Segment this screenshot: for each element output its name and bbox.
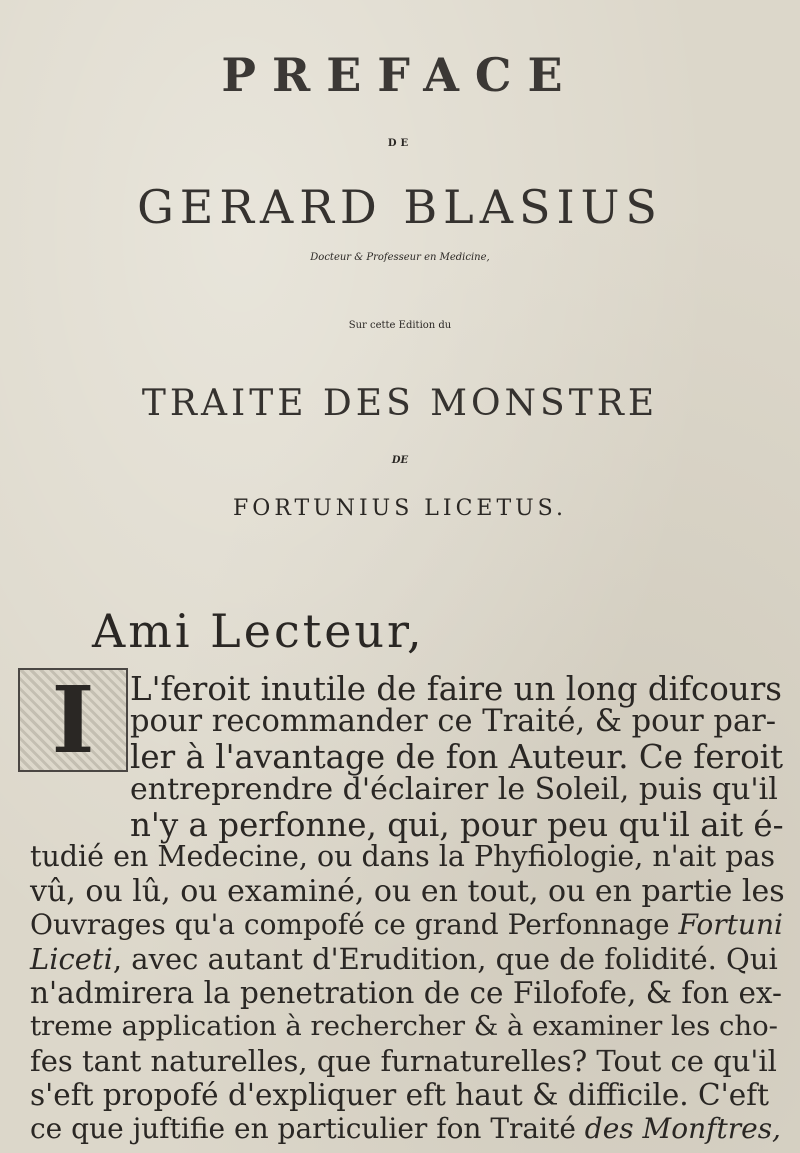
body-line-11: treme application à rechercher & à examiner les cho- bbox=[30, 1010, 778, 1042]
body-line-2: pour recommander ce Traité, & pour par- bbox=[130, 704, 777, 739]
body-line-8 bbox=[30, 908, 783, 941]
body-line-10: n'admirera la penetration de ce Filofofe, & fon ex- bbox=[30, 976, 783, 1010]
heading-sur: Sur cette Edition du bbox=[348, 320, 452, 331]
heading-de: DE bbox=[387, 138, 413, 149]
heading-work-author: FORTUNIUS LICETUS. bbox=[233, 496, 567, 521]
body-line-7: vû, ou lû, ou examiné, ou en tout, ou en partie les bbox=[30, 874, 785, 909]
body-line-9 bbox=[30, 942, 778, 976]
heading-work-title: TRAITE DES MONSTRE bbox=[141, 383, 659, 424]
italic-name-liceti: Liceti bbox=[30, 942, 113, 976]
body-line-14-text: ce que juftifie en particulier fon Traité bbox=[30, 1112, 585, 1145]
heading-de-second: DE bbox=[391, 455, 409, 466]
salutation: Ami Lecteur, bbox=[92, 604, 425, 658]
body-line-6: tudié en Medecine, ou dans la Phyfiologie, n'ait pas bbox=[30, 840, 776, 873]
body-line-13: s'eft propofé d'expliquer eft haut & difficile. C'eft bbox=[30, 1078, 769, 1112]
body-line-1: L'feroit inutile de faire un long difcours bbox=[130, 670, 782, 708]
body-line-5: n'y a perfonne, qui, pour peu qu'il ait é- bbox=[130, 806, 784, 844]
italic-title-monstres: des Monftres, bbox=[584, 1112, 781, 1145]
body-line-3: ler à l'avantage de fon Auteur. Ce feroit bbox=[130, 738, 784, 776]
drop-cap-letter: I bbox=[51, 666, 95, 774]
body-line-12: fes tant naturelles, que furnaturelles? Tout ce qu'il bbox=[30, 1044, 777, 1078]
ornamental-drop-cap bbox=[18, 668, 128, 772]
author-title: Docteur & Professeur en Medicine, bbox=[310, 252, 490, 263]
body-line-9-text: , avec autant d'Erudition, que de folidité. Qui bbox=[112, 942, 778, 976]
body-line-14 bbox=[30, 1112, 781, 1145]
heading-author-name: GERARD BLASIUS bbox=[137, 180, 663, 234]
body-line-8-text: Ouvrages qu'a compofé ce grand Perfonnage bbox=[30, 908, 679, 941]
heading-preface: PREFACE bbox=[221, 48, 579, 102]
body-line-4: entreprendre d'éclairer le Soleil, puis qu'il bbox=[130, 772, 778, 807]
italic-name-fortuni: Fortuni bbox=[678, 908, 783, 941]
